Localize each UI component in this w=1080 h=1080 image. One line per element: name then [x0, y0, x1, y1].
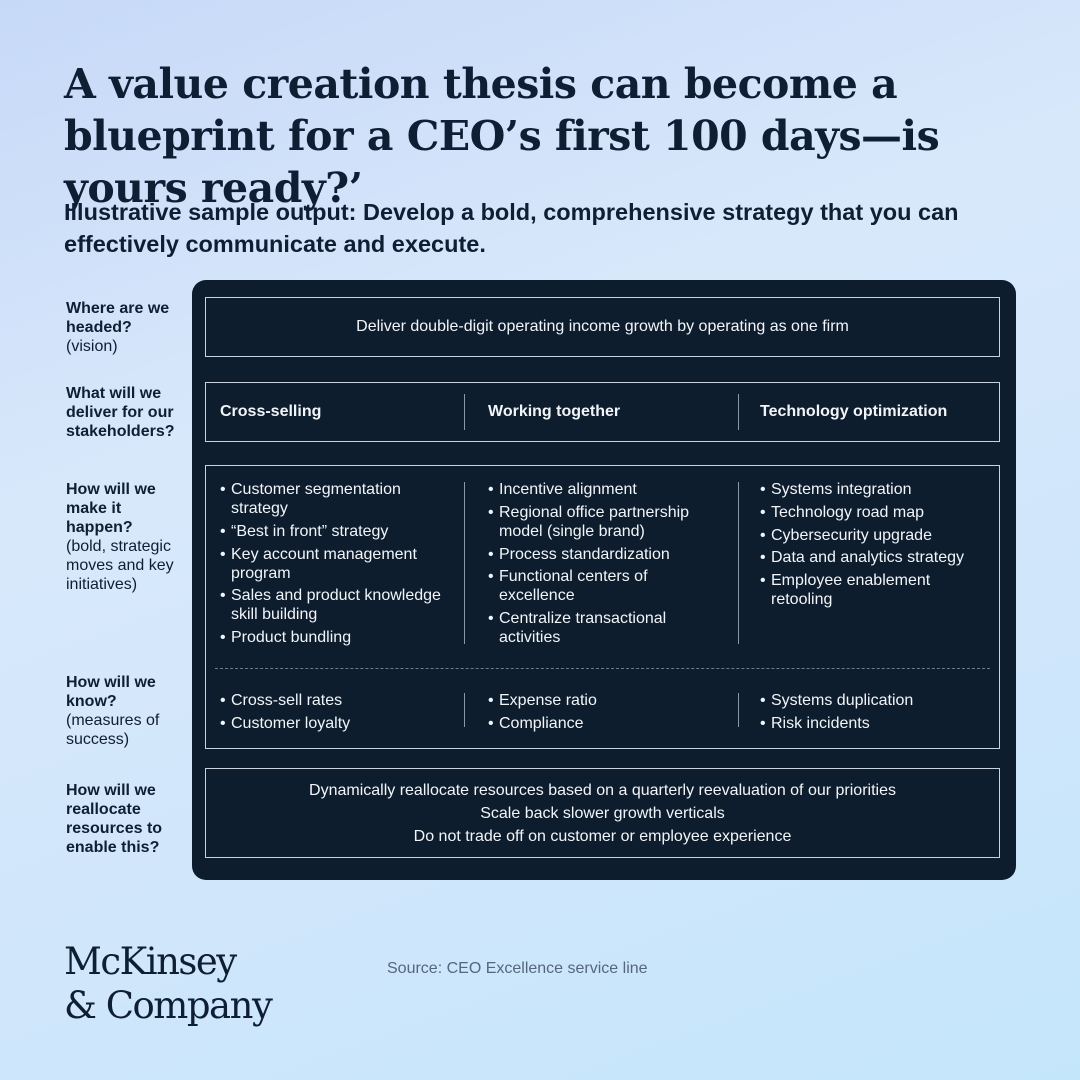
column-divider: [464, 693, 465, 727]
vision-text: Deliver double-digit operating income growth by operating as one firm: [356, 318, 849, 335]
row-label-question: What will we deliver for our stakeholders?: [66, 385, 175, 440]
list-item: • Incentive alignment: [488, 480, 718, 499]
list-item: • Regional office partnership model (single brand): [488, 503, 718, 541]
list-item: • Customer loyalty: [220, 714, 445, 733]
initiatives-column-cross-selling: [220, 480, 445, 651]
list-item: • Functional centers of excellence: [488, 567, 718, 605]
initiatives-column-technology: [760, 480, 985, 613]
pillar-heading-cross-selling: Cross-selling: [220, 403, 322, 420]
list-item: • Expense ratio: [488, 691, 718, 710]
pillar-heading-working-together: Working together: [488, 403, 621, 420]
list-item: • Cross-sell rates: [220, 691, 445, 710]
page-title: A value creation thesis can become a blueprint for a CEO’s first 100 days—is yours ready?’: [64, 60, 940, 212]
list-item: • Centralize transactional activities: [488, 609, 718, 647]
column-divider: [464, 394, 465, 430]
list-item: • Product bundling: [220, 628, 445, 647]
vision-box: [205, 297, 1000, 357]
row-label-note: (vision): [66, 338, 118, 355]
list-item: • Risk incidents: [760, 714, 985, 733]
row-label-reallocate: [66, 781, 191, 857]
list-item: • Systems duplication: [760, 691, 985, 710]
list-item: • “Best in front” strategy: [220, 522, 445, 541]
list-item: • Cybersecurity upgrade: [760, 526, 985, 545]
row-label-happen: [66, 480, 191, 594]
row-label-deliver: [66, 384, 191, 441]
logo-line: McKinsey: [64, 940, 236, 983]
list-item: • Systems integration: [760, 480, 985, 499]
row-label-know: [66, 673, 191, 749]
list-item: • Process standardization: [488, 545, 718, 564]
list-item: • Technology road map: [760, 503, 985, 522]
strategy-panel: [192, 280, 1016, 880]
row-label-question: How will we reallocate resources to enable this?: [66, 782, 163, 856]
column-divider: [738, 394, 739, 430]
pillar-heading-technology: Technology optimization: [760, 403, 948, 420]
mckinsey-logo: [64, 940, 271, 1028]
row-label-question: How will we know?: [66, 674, 156, 710]
measures-column-cross-selling: [220, 691, 445, 737]
section-divider: [215, 668, 990, 669]
reallocation-line: Dynamically reallocate resources based on a quarterly reevaluation of our priorities: [309, 781, 896, 799]
reallocation-line: Scale back slower growth verticals: [480, 804, 725, 822]
list-item: • Employee enablement retooling: [760, 571, 985, 609]
measures-column-working-together: [488, 691, 718, 737]
logo-line: & Company: [64, 984, 272, 1027]
reallocation-box: [205, 768, 1000, 858]
column-divider: [738, 482, 739, 644]
row-label-question: Where are we headed?: [66, 300, 170, 336]
page-subtitle: Illustrative sample output: Develop a bold, comprehensive strategy that you can effectively communicate and execute.: [64, 199, 959, 257]
row-label-note: (measures of success): [66, 712, 160, 748]
list-item: • Customer segmentation strategy: [220, 480, 445, 518]
list-item: • Sales and product knowledge skill building: [220, 586, 445, 624]
row-label-vision: [66, 299, 191, 356]
row-label-note: (bold, strategic moves and key initiatives): [66, 538, 174, 593]
reallocation-line: Do not trade off on customer or employee experience: [413, 827, 792, 845]
pillars-box: [205, 382, 1000, 442]
initiatives-measures-box: [205, 465, 1000, 749]
measures-column-technology: [760, 691, 985, 737]
list-item: • Data and analytics strategy: [760, 548, 985, 567]
source-note: Source: CEO Excellence service line: [387, 960, 648, 977]
column-divider: [738, 693, 739, 727]
list-item: • Key account management program: [220, 545, 445, 583]
column-divider: [464, 482, 465, 644]
list-item: • Compliance: [488, 714, 718, 733]
initiatives-column-working-together: [488, 480, 718, 651]
row-label-question: How will we make it happen?: [66, 481, 156, 536]
